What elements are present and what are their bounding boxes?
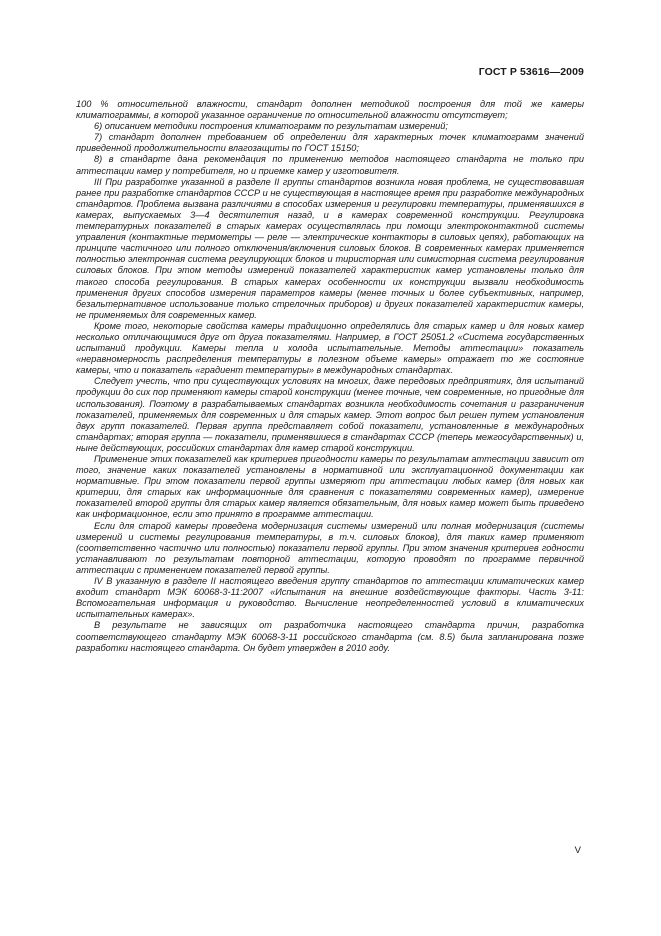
page-number: V [574, 845, 581, 856]
paragraph: Применение этих показателей как критериев пригодности камеры по результатам аттестации зависит от того, значение каких показателей установлены в нормативной или эксплуатационной документации как нормативные. При этом показатели первой группы измеряют при аттестации любых камер (для новых как критерии, для старых как информационные для сравнения с показателями современных камер), измерение показателей второй группы для старых камер является обязательным, для новых камер может быть приведено как информационное, если это принято в программе аттестации. [76, 454, 584, 520]
paragraph: 8) в стандарте дана рекомендация по применению методов настоящего стандарта не только при аттестации камер у потребителя, но и приемке камер у изготовителя. [76, 154, 584, 176]
paragraph: Если для старой камеры проведена модернизация системы измерений или полная модернизация (системы измерений и системы регулирования температуры, в т.ч. силовых блоков), для таких камер применяют (соответственно частично или полностью) показатели первой группы. При этом значения критериев годности устанавливают по результатам повторной аттестации, которую проводят по программе первичной аттестации с применением показателей первой группы. [76, 520, 584, 575]
paragraph: III При разработке указанной в разделе II группы стандартов возникла новая проблема, не существовавшая ранее при разработке стандартов СССР и не существующая в настоящее время при разработке международных стандартов. Проблема вызвана различиями в способах измерения и регулировки температуры, применявшихся в камерах, выпускаемых 3—4 десятилетия назад, и в камерах современной конструкции. Регулировка температурных показателей в старых камерах осуществлялась при помощи электроконтактной системы управления (контактные термометры — реле — электрические контакторы в силовых цепях), работающих на принципе частичного или полного отключения/включения силовых блоков. В современных камерах применяется полностью электронная система регулирующих блоков и тиристорная или симисторная система регулирования силовых блоков. При этом методы измерений показателей характеристик камер установлены только для такого способа регулирования. В старых камерах особенности их конструкции вызвали необходимость применения других способов измерения параметров камеры (менее точных и более субъективных, например, безальтернативное использование только стрелочных приборов) и других показателей характеристик камеры, не применяемых для современных камер. [76, 176, 584, 320]
paragraph: 100 % относительной влажности, стандарт дополнен методикой построения для той же камеры климатограммы, в которой указанное ограничение по относительной влажности отсутствует; [76, 99, 584, 121]
paragraph: 6) описанием методики построения климатограмм по результатам измерений; [94, 121, 448, 132]
paragraph: Следует учесть, что при существующих условиях на многих, даже передовых предприятиях, для испытаний продукции до сих пор применяют камеры старой конструкции (менее точные, чем современные, но пригодные для использования). Поэтому в разрабатываемых стандартах возникла необходимость сочетания и разграничения показателей, применяемых для современных и для старых камер. Этот вопрос был решен путем установления двух групп показателей. Первая группа представляет собой показатели, установленные в международных стандартах; вторая группа — показатели, применявшиеся в стандартах СССР (теперь межгосударственных) и, ныне действующих, российских стандартах для камер старой конструкции. [76, 376, 584, 453]
document-body [76, 99, 584, 654]
document-header: ГОСТ Р 53616—2009 [478, 66, 584, 78]
paragraph: В результате не зависящих от разработчика настоящего стандарта причин, разработка соответствующего стандарту МЭК 60068-3-11 российского стандарта (см. 8.5) была запланирована позже разработки настоящего стандарта. Он будет утвержден в 2010 году. [76, 620, 584, 653]
paragraph: Кроме того, некоторые свойства камеры традиционно определялись для старых камер и для новых камер несколько отличающимися друг от друга показателями. Например, в ГОСТ 25051.2 «Система государственных испытаний продукции. Камеры тепла и холода испытательные. Методы аттестации» показатель «неравномерность распределения температуры в полезном объеме камеры» отражает то же состояние камеры, что и показатель «градиент температуры» в международных стандартах. [76, 320, 584, 376]
paragraph: 7) стандарт дополнен требованием об определении для характерных точек климатограмм значений приведенной продолжительности влагозащиты по ГОСТ 15150; [76, 132, 584, 154]
paragraph: IV В указанную в разделе II настоящего введения группу стандартов по аттестации климатических камер входит стандарт МЭК 60068-3-11:2007 «Испытания на внешние воздействующие факторы. Часть 3-11: Вспомогательная информация и руководство. Вычисление неопределенностей условий в климатических испытательных камерах». [76, 576, 584, 620]
